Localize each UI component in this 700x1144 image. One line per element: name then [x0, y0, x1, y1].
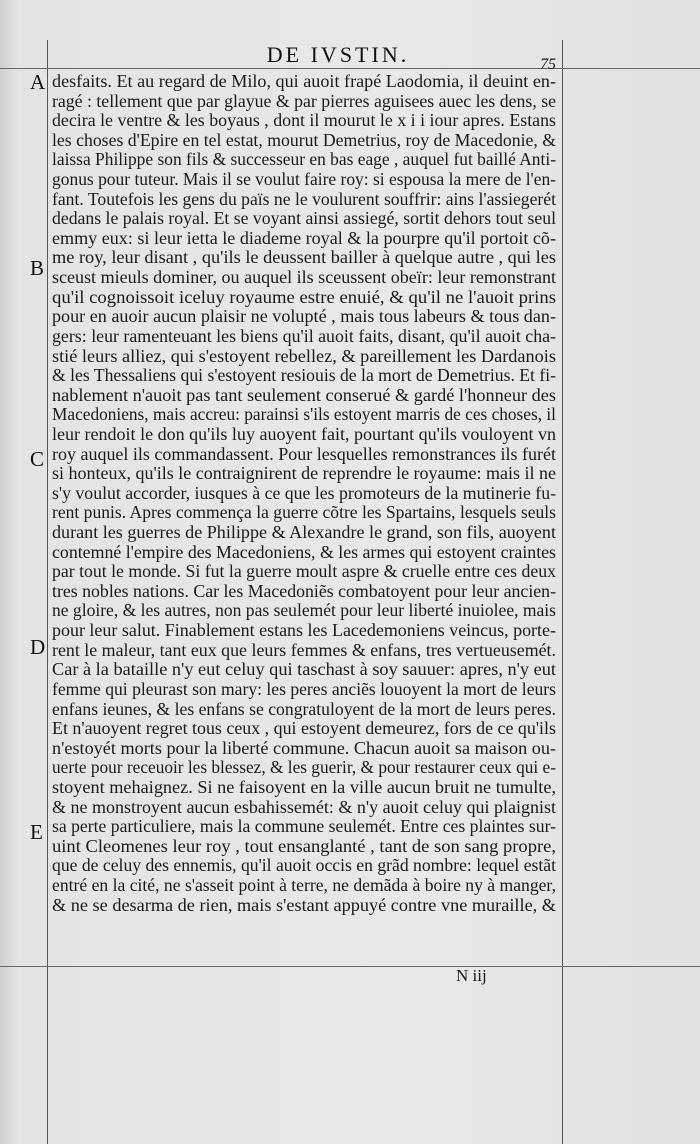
page-header [0, 38, 700, 73]
text-line: ne gloire, & les autres, non pas seulemét pour leur liberté inuiolee, mais [52, 601, 556, 621]
running-head: DE IVSTIN. [266, 42, 410, 67]
margin-letter-d: D [30, 635, 46, 659]
text-line: fant. Toutefois les gens du païs ne le voulurent souffrir: ains l'assiegerét [52, 189, 556, 209]
text-line: & ne monstroyent aucun esbahissemét: & n'y auoit celuy qui plaignist [52, 797, 556, 817]
text-line: Et n'auoyent regret tous ceux , qui estoyent demeurez, fors de ce qu'ils [52, 719, 556, 739]
text-line: enfans ieunes, & les enfans se congratuloyent de la mort de leurs peres. [52, 699, 556, 719]
text-line: gers: leur ramenteuant les biens qu'il auoit faits, disant, qu'il auoit cha- [52, 326, 556, 346]
text-line: Car à la bataille n'y eut celuy qui taschast à soy sauuer: apres, n'y eut [52, 660, 556, 680]
margin-letter-b: B [30, 256, 45, 280]
text-line: pour en auoir aucun plaisir ne volupté , mais tous labeurs & tous dan- [52, 307, 556, 327]
text-line: & les Thessaliens qui s'estoyent resiouis de la mort de Demetrius. Et fi- [52, 366, 556, 386]
text-line: & ne se desarma de rien, mais s'estant appuyé contre vne muraille, & [52, 895, 556, 915]
text-line: nablement n'auoit pas tant seulement conserué & gardé l'honneur des [52, 385, 556, 405]
text-line: qu'il cognoissoit iceluy royaume estre enuié, & qu'il ne l'auoit prins [52, 287, 556, 307]
text-line: me roy, leur disant , qu'ils le deussent bailler à quelque autre , qui les [52, 248, 556, 268]
text-line: par tout le monde. Si fut la guerre moult aspre & cruelle entre ces deux [52, 562, 556, 582]
text-line: emmy eux: si leur ietta le diademe royal & la pourpre qu'il portoit cõ- [52, 228, 556, 248]
text-line: tres nobles nations. Car les Macedoniẽs combatoyent pour leur ancien- [52, 581, 556, 601]
text-line: s'y voulut accorder, iusques à ce que les promoteurs de la mutinerie fu- [52, 483, 556, 503]
signature-mark: N iij [456, 966, 487, 985]
text-line: gonus pour tuteur. Mais il se voulut faire roy: si espousa la mere de l'en- [52, 170, 556, 190]
text-line: uerte pour receuoir les blessez, & les guerir, & pour restaurer ceux qui e- [52, 758, 556, 778]
header-rule [0, 68, 700, 69]
right-margin-rule [562, 40, 563, 1144]
text-body [52, 72, 562, 915]
text-line: uint Cleomenes leur roy , tout ensanglanté , tant de son sang propre, [52, 836, 556, 856]
text-line: Macedoniens, mais accreu: parainsi s'ils estoyent marris de ces choses, il [52, 405, 556, 425]
text-line: durant les guerres de Philippe & Alexandre le grand, son fils, auoyent [52, 523, 556, 543]
text-line: stié leurs alliez, qui s'estoyent rebellez, & pareillement les Dardanois [52, 346, 556, 366]
text-line: dedans le palais royal. Et se voyant ainsi assiegé, sortit dehors tout seul [52, 209, 556, 229]
text-line: n'estoyét morts pour la liberté commune. Chacun auoit sa maison ou- [52, 738, 556, 758]
margin-letter-a: A [30, 70, 46, 94]
text-line: sceust mieuls dominer, ou auquel ils sceussent obeïr: leur remonstrant [52, 268, 556, 288]
margin-letter-c: C [30, 447, 45, 471]
text-line: rent le maleur, tant eux que leurs femmes & enfans, tres vertueusemét. [52, 640, 556, 660]
margin-letter-e: E [30, 820, 43, 844]
text-line: leur rendoit le don qu'ils luy auoyent fait, pourtant qu'ils vouloyent vn [52, 424, 556, 444]
text-line: stoyent mehaignez. Si ne faisoyent en la ville aucun bruit ne tumulte, [52, 777, 556, 797]
text-line: ragé : tellement que par glayue & par pierres aguisees auec les dens, se [52, 91, 556, 111]
text-line: laissa Philippe son fils & successeur en bas eage , auquel fut baillé Anti- [52, 150, 556, 170]
text-line: rent punis. Apres commença la guerre cõtre les Spartains, lesquels seuls [52, 503, 556, 523]
text-line: femme qui pleurast son mary: les peres anciẽs louoyent la mort de leurs [52, 679, 556, 699]
folio-number: 75 [540, 56, 556, 73]
text-line: sa perte particuliere, mais la commune seulemét. Entre ces plaintes sur- [52, 817, 556, 837]
text-line: contemné l'empire des Macedoniens, & les armes qui estoyent craintes [52, 542, 556, 562]
text-line: si honteux, qu'ils le contraignirent de reprendre le royaume: mais il ne [52, 464, 556, 484]
footer-rule [0, 966, 700, 967]
text-line: roy auquel ils commandassent. Pour lesquelles remonstrances ils furét [52, 444, 556, 464]
left-margin-rule [47, 40, 48, 1144]
text-line: que de celuy des ennemis, qu'il auoit occis en grãd nombre: lequel estãt [52, 856, 556, 876]
text-line: decira le ventre & les boyaus , dont il mourut le x i i iour apres. Estans [52, 111, 556, 131]
text-line: entré en la cité, ne s'asseit point à terre, ne demãda à boire ny à manger, [52, 875, 556, 895]
text-line: les choses d'Epire en tel estat, mourut Demetrius, roy de Macedonie, & [52, 130, 556, 150]
text-line: pour leur salut. Finablement estans les Lacedemoniens veincus, porte- [52, 621, 556, 641]
text-line: desfaits. Et au regard de Milo, qui auoit frapé Laodomia, il deuint en- [52, 72, 556, 91]
